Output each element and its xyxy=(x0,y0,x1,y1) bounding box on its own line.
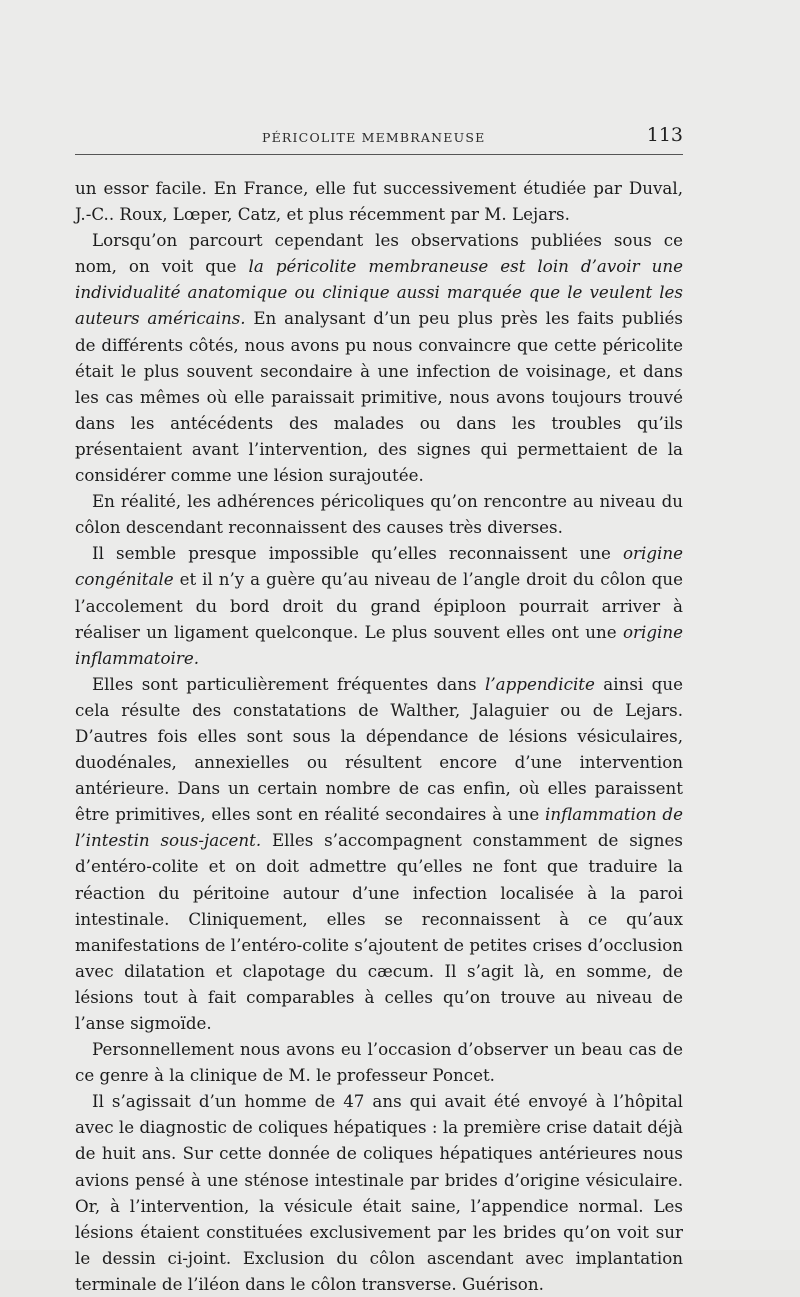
text-segment: Il s’agissait d’un homme de 47 ans qui avait été envoyé à l’hôpital avec le diagnostic de coliques hépatiques : la première crise datait déjà de huit ans. Sur cette donnée de coliques hépatiques antérieures nous avions pensé à une sténose intestinale par brides d’origine vésiculaire. Or, à l’intervention, la vésicule était saine, l’appendice normal. Les lésions étaient constituées exclusivement par les brides qu’on voit sur le dessin ci-joint. Exclusion du côlon ascendant avec implantation terminale de l’iléon dans le côlon transverse. Guérison. xyxy=(75,1091,683,1294)
text-segment: Elles sont particulièrement fréquentes dans xyxy=(92,673,485,694)
paragraph xyxy=(75,671,683,1036)
text-segment: En analysant d’un peu plus près les faits publiés de différents côtés, nous avons pu nous convaincre que cette péricolite était le plus souvent secondaire à une infection de voisinage, et dans les cas mêmes où elle paraissait primitive, nous avons toujours trouvé dans les antécédents des malades ou dans les troubles qu’ils présentaient avant l’intervention, des signes qui permettaient de la considérer comme une lésion surajoutée. xyxy=(75,308,683,486)
italic-text: inflammation de l’intestin sous-jacent. xyxy=(75,804,683,851)
page-number: 113 xyxy=(646,124,683,146)
page-header xyxy=(75,124,683,154)
text-segment: Personnellement nous avons eu l’occasion d’observer un beau cas de ce genre à la clinique de M. le professeur Poncet. xyxy=(75,1039,683,1086)
text-segment: Lorsqu’on parcourt cependant les observations publiées sous ce nom, on voit que xyxy=(75,230,683,277)
text-segment: un essor facile. En France, elle fut successivement étudiée par Duval, J.-C.. Roux, Lœper, Catz, et plus récemment par M. Lejars. xyxy=(75,178,683,225)
paragraph xyxy=(75,1088,683,1297)
italic-text: origine inflammatoire. xyxy=(75,621,683,668)
text-segment: et il n’y a guère qu’au niveau de l’angle droit du côlon que l’accolement du bord droit du grand épiploon pourrait arriver à réaliser un ligament quelconque. Le plus souvent elles ont une xyxy=(75,569,683,642)
paragraph xyxy=(75,227,683,488)
italic-text: origine congénitale xyxy=(75,543,683,590)
text-segment: Il semble presque impossible qu’elles reconnaissent une xyxy=(92,543,623,564)
text-segment: En réalité, les adhérences péricoliques qu’on rencontre au niveau du côlon descendant reconnaissent des causes très diverses. xyxy=(75,491,683,538)
paragraph xyxy=(75,540,683,670)
italic-text: la péricolite membraneuse est loin d’avoir une individualité anatomique ou clinique aussi marquée que le veulent les auteurs américains. xyxy=(75,256,683,329)
text-segment: Elles s’accompagnent constamment de signes d’entéro-colite et on doit admettre qu’elles ne font que traduire la réaction du péritoine autour d’une infection localisée à la paroi intestinale. Cliniquement, elles se reconnaissent à ce qu’aux manifestations de l’entéro-colite s’ajoutent de petites crises d’occlusion avec dilatation et clapotage du cæcum. Il s’agit là, en somme, de lésions tout à fait comparables à celles qu’on trouve au niveau de l’anse sigmoïde. xyxy=(75,830,683,1033)
body-text xyxy=(75,175,683,1297)
paragraph xyxy=(75,1036,683,1088)
header-rule xyxy=(75,154,683,155)
italic-text: l’appendicite xyxy=(485,673,595,694)
paragraph xyxy=(75,488,683,540)
running-title: PÉRICOLITE MEMBRANEUSE xyxy=(262,130,486,145)
paragraph xyxy=(75,175,683,227)
text-segment: ainsi que cela résulte des constatations de Walther, Jalaguier ou de Lejars. D’autres fois elles sont sous la dépendance de lésions vésiculaires, duodénales, annexielles ou résultent encore d’une intervention antérieure. Dans un certain nombre de cas enfin, où elles paraissent être primitives, elles sont en réalité secondaires à une xyxy=(75,673,683,825)
